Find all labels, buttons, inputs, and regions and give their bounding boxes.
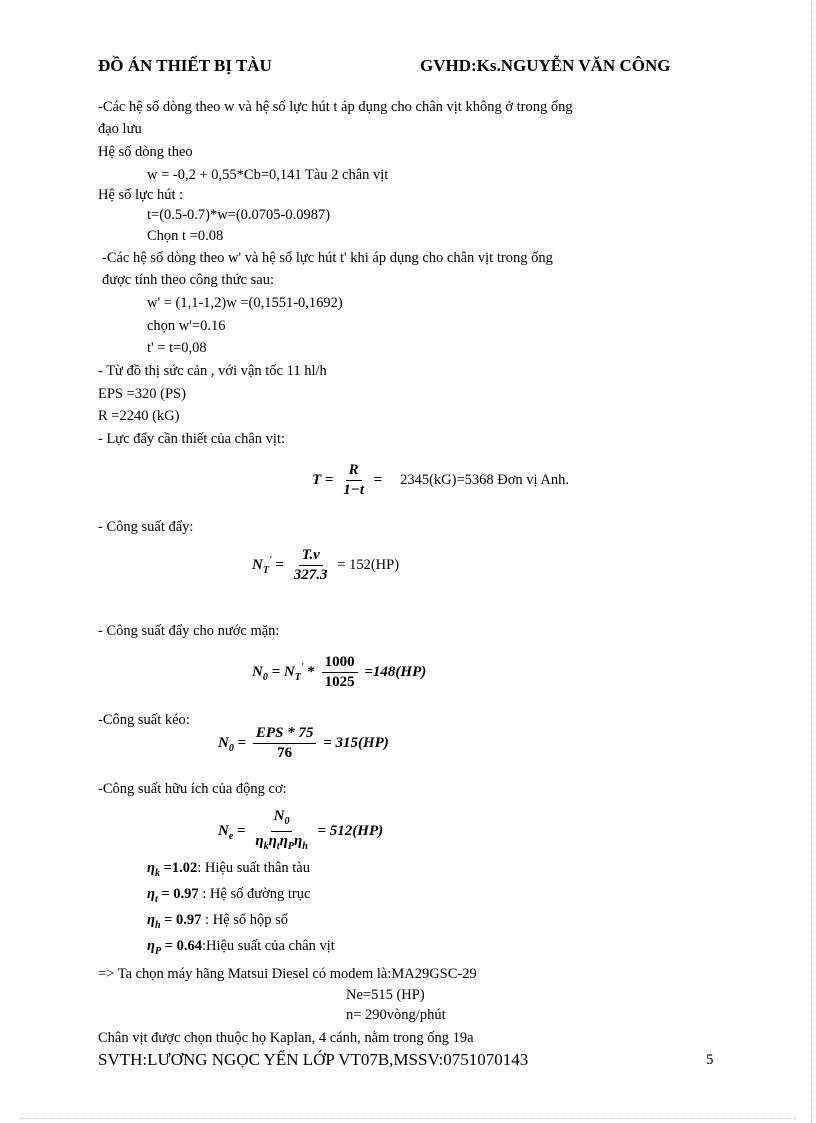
efficiency-hull: $\eta_k =1.02$: Hiệu suất thân tàu — [147, 860, 310, 879]
equation-tow-power: $N_0$ = $\frac{\text{EPS * 75}}{76}$ = 315(HP) — [218, 725, 389, 761]
eq-numerator: T.v — [299, 547, 323, 566]
text-line: - Công suất đẩy cho nước mặn: — [98, 623, 280, 639]
text-line: w' = (1,1-1,2)w =(0,1551-0,1692) — [147, 295, 343, 311]
page-bottom-divider — [20, 1118, 796, 1119]
eq-denominator: 327.3 — [293, 567, 328, 583]
eq-result: = 152(HP) — [337, 556, 400, 573]
text-line: Ne=515 (HP) — [346, 987, 425, 1003]
text-line: đạo lưu — [98, 121, 142, 137]
eq-lhs2: = N — [271, 663, 295, 680]
page-number: 5 — [706, 1052, 714, 1068]
equation-engine-power: $N_e$ = $\frac{N_0}{\eta_k\eta_t\eta_P\eta_h}$ = 512(HP) — [218, 808, 383, 855]
eq-result: = 512(HP) — [317, 822, 384, 839]
eq-denominator: 1025 — [324, 674, 355, 690]
text-line: chọn w'=0.16 — [147, 318, 226, 334]
efficiency-shaft: $\eta_t = 0.97$ : Hệ số đường trục — [147, 886, 311, 905]
text-line: Hệ số dòng theo — [98, 144, 193, 160]
header-supervisor: GVHD:Ks.NGUYỄN VĂN CÔNG — [420, 56, 671, 75]
text-line: -Công suất kéo: — [98, 712, 190, 728]
eq-result: = 315(HP) — [323, 734, 389, 751]
eq-lhs: T — [312, 471, 322, 488]
text-line: Hệ số lực hút : — [98, 187, 184, 203]
footer-student-info: SVTH:LƯƠNG NGỌC YẾN LỚP VT07B,MSSV:0751070143 — [98, 1050, 529, 1069]
eq-numerator: R — [346, 462, 362, 481]
eq-numerator: $N_0$ — [271, 808, 293, 832]
efficiency-propeller: $\eta_P$ = 0.64:Hiệu suất của chân vịt — [147, 938, 335, 957]
text-line: Chọn t =0.08 — [147, 228, 224, 244]
text-line: được tính theo công thức sau: — [102, 272, 274, 288]
equation-thrust: T = $\frac{R}{1-t}$ = 2345(kG)=5368 Đơn vị Anh. — [312, 462, 569, 498]
eq-numerator: 1000 — [322, 654, 358, 673]
eq-lhs: N — [218, 822, 229, 839]
text-line: -Các hệ số dòng theo w và hệ số lực hút t áp dụng cho chân vịt không ở trong ống — [98, 99, 573, 115]
text-line: w = -0,2 + 0,55*Cb=0,141 Tàu 2 chân vịt — [147, 167, 389, 183]
eq-numerator: EPS * 75 — [253, 725, 317, 744]
text-line: n= 290vòng/phút — [346, 1007, 446, 1023]
text-line: -Công suất hữu ích của động cơ: — [98, 781, 287, 797]
eq-lhs: N — [218, 734, 229, 751]
eq-result: =148(HP) — [364, 663, 427, 680]
text-line: => Ta chọn máy hãng Matsui Diesel có modem là:MA29GSC-29 — [98, 966, 477, 982]
text-line: - Công suất đẩy: — [98, 519, 194, 535]
text-line: Chân vịt được chọn thuộc họ Kaplan, 4 cánh, nằm trong ống 19a — [98, 1030, 474, 1046]
eq-lhs: N — [252, 556, 263, 573]
text-line: -Các hệ số dòng theo w' và hệ số lực hút t' khi áp dụng cho chân vịt trong ống — [102, 250, 553, 266]
equation-push-power: $N_T'$ = $\frac{T.v}{327.3}$ = 152(HP) — [252, 547, 400, 583]
eq-lhs: N — [252, 663, 263, 680]
header-project-title: ĐỒ ÁN THIẾT BỊ TÀU — [98, 56, 272, 75]
text-line: R =2240 (kG) — [98, 408, 180, 424]
eq-denominator: $\eta_k\eta_t\eta_P\eta_h$ — [255, 833, 308, 852]
text-line: - Từ đồ thị sức cản , với vận tốc 11 hl/h — [98, 363, 327, 379]
eq-mult: * — [307, 663, 315, 680]
text-line: - Lực đẩy cần thiết của chân vịt: — [98, 431, 286, 447]
eq-denominator: 1−t — [343, 482, 364, 498]
efficiency-gearbox: $\eta_h = 0.97$ : Hệ số hộp số — [147, 912, 289, 931]
equation-salt-water-power: $N_0 = N_T'$ * $\frac{1000}{1025}$ =148(HP) — [252, 654, 427, 690]
text-line: t=(0.5-0.7)*w=(0.0705-0.0987) — [147, 207, 331, 223]
page-right-edge — [811, 0, 812, 1123]
eq-result: 2345(kG)=5368 Đơn vị Anh. — [400, 471, 569, 488]
eq-denominator: 76 — [277, 745, 293, 761]
text-line: EPS =320 (PS) — [98, 386, 186, 402]
text-line: t' = t=0,08 — [147, 340, 207, 356]
